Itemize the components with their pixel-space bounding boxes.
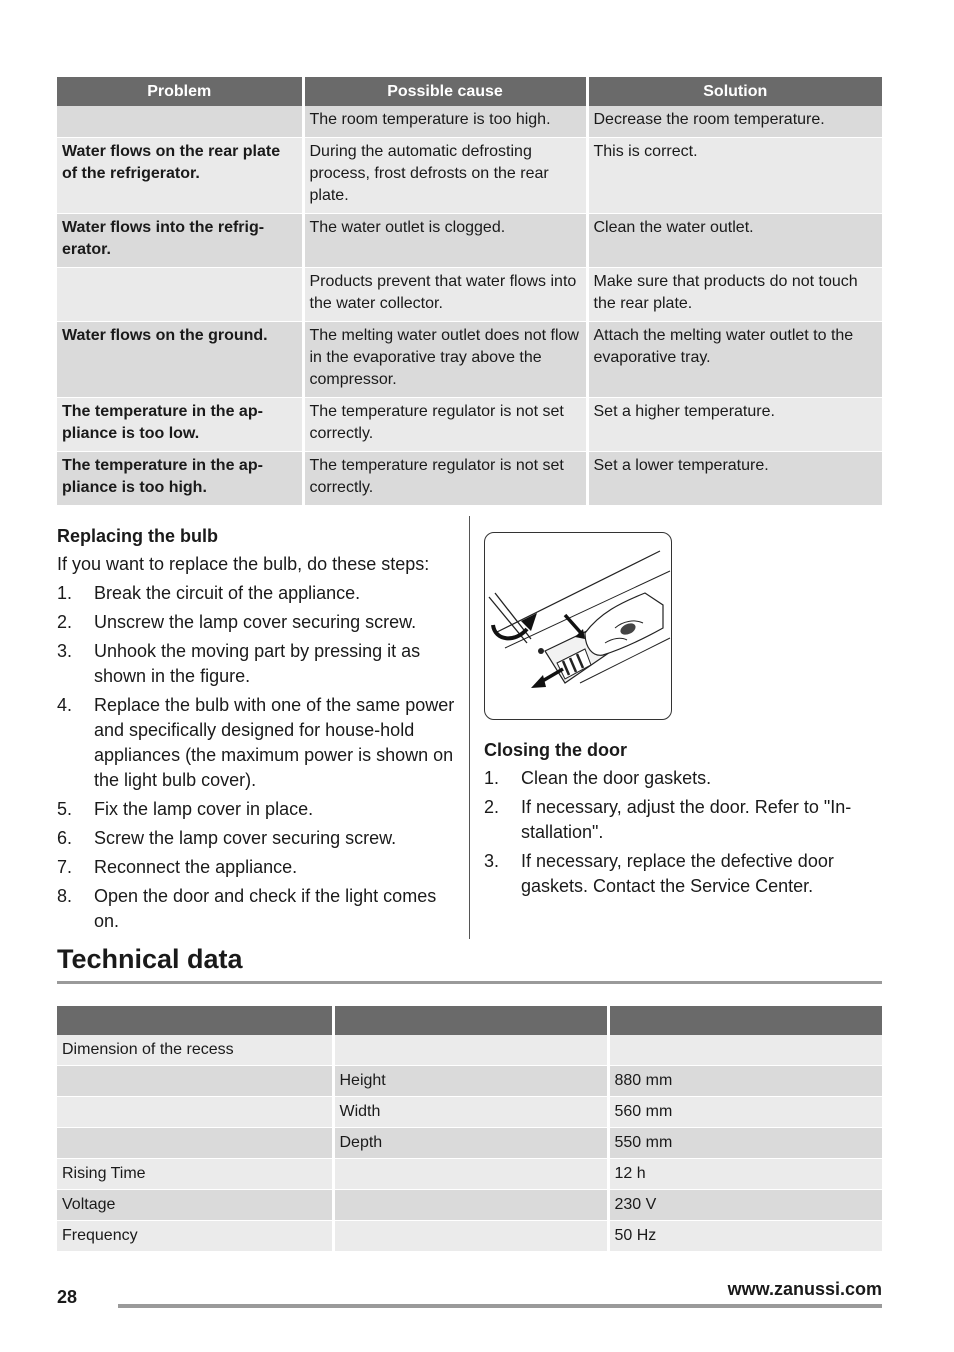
value-cell: 50 Hz [608, 1221, 882, 1252]
solution-cell: Decrease the room temperature. [587, 106, 882, 138]
section-title: Closing the door [484, 740, 627, 760]
table-row [57, 452, 882, 506]
list-item [484, 795, 882, 845]
cause-cell: The temperature regulator is not set correctly. [303, 398, 587, 452]
value-cell: 560 mm [608, 1097, 882, 1128]
cause-cell: During the automatic defrosting process, frost defrosts on the rear plate. [303, 138, 587, 214]
list-item [57, 855, 457, 880]
problem-cell [57, 268, 303, 322]
bulb-intro: If you want to replace the bulb, do these steps: [57, 554, 430, 574]
step-number: 1. [484, 768, 500, 788]
value-cell: 230 V [608, 1190, 882, 1221]
param-cell: Height [333, 1066, 608, 1097]
solution-cell: Attach the melting water outlet to the evaporative tray. [587, 322, 882, 398]
list-item [57, 797, 457, 822]
section-title: Replacing the bulb [57, 526, 219, 546]
label-cell: Dimension of the recess [57, 1035, 333, 1066]
list-item [484, 849, 882, 899]
step-number: 2. [484, 797, 500, 817]
problem-cell [57, 106, 303, 138]
value-cell [608, 1035, 882, 1066]
list-item [57, 639, 457, 689]
step-number: 7. [57, 857, 73, 877]
step-number: 3. [57, 641, 73, 661]
table-row [57, 1159, 882, 1190]
cause-cell: The temperature regulator is not set correctly. [303, 452, 587, 506]
table-row [57, 268, 882, 322]
table-row [57, 214, 882, 268]
label-cell [57, 1066, 333, 1097]
solution-cell: Make sure that products do not touch the rear plate. [587, 268, 882, 322]
closing-door-section [484, 740, 882, 903]
lamp-cover-drawing [485, 533, 671, 719]
replacing-bulb-section [57, 526, 457, 938]
table-row [57, 1190, 882, 1221]
cause-cell: The melting water outlet does not flow in the evaporative tray above the compressor. [303, 322, 587, 398]
header-cell [608, 1006, 882, 1035]
door-steps-list [484, 766, 882, 899]
label-cell: Voltage [57, 1190, 333, 1221]
cause-cell: The room temperature is too high. [303, 106, 587, 138]
table-row [57, 1128, 882, 1159]
table-row [57, 1097, 882, 1128]
table-row [57, 106, 882, 138]
page-title: Technical data [57, 944, 243, 974]
technical-data-table [57, 1006, 882, 1251]
footer-rule [118, 1304, 882, 1308]
title-underline [57, 981, 882, 984]
website-link[interactable]: www.zanussi.com [727, 1279, 882, 1299]
param-cell [333, 1159, 608, 1190]
header-problem: Problem [57, 77, 303, 106]
list-item [484, 766, 882, 791]
list-item [57, 581, 457, 606]
param-cell: Depth [333, 1128, 608, 1159]
page-number: 28 [57, 1287, 78, 1307]
step-text: Replace the bulb with one of the same power and specifically designed for house-hold appliances (the maximum power is shown on the light bulb cover). [94, 695, 455, 790]
bulb-steps-list [57, 581, 457, 934]
solution-cell: This is correct. [587, 138, 882, 214]
table-row [57, 1221, 882, 1252]
step-number: 5. [57, 799, 73, 819]
step-number: 1. [57, 583, 73, 603]
problem-cell: Water flows on the ground. [57, 322, 303, 398]
table-row [57, 1035, 882, 1066]
table-header-row [57, 77, 882, 106]
step-number: 8. [57, 886, 73, 906]
header-possible-cause: Possible cause [303, 77, 587, 106]
step-number: 3. [484, 851, 500, 871]
step-text: Fix the lamp cover in place. [94, 799, 314, 819]
step-number: 6. [57, 828, 73, 848]
param-cell: Width [333, 1097, 608, 1128]
column-divider [469, 516, 470, 939]
header-cell [333, 1006, 608, 1035]
label-cell: Frequency [57, 1221, 333, 1252]
param-cell [333, 1221, 608, 1252]
step-text: Screw the lamp cover securing screw. [94, 828, 397, 848]
problem-cell: The temperature in the ap-pliance is too high. [57, 452, 303, 506]
cause-cell: The water outlet is clogged. [303, 214, 587, 268]
list-item [57, 826, 457, 851]
problem-cell: The temperature in the ap-pliance is too low. [57, 398, 303, 452]
step-text: Clean the door gaskets. [521, 768, 712, 788]
problem-cell: Water flows on the rear plate of the refrigerator. [57, 138, 303, 214]
list-item [57, 884, 457, 934]
step-text: Break the circuit of the appliance. [94, 583, 361, 603]
solution-cell: Set a lower temperature. [587, 452, 882, 506]
step-text: Unhook the moving part by pressing it as shown in the figure. [94, 641, 421, 686]
solution-cell: Set a higher temperature. [587, 398, 882, 452]
solution-cell: Clean the water outlet. [587, 214, 882, 268]
header-cell [57, 1006, 333, 1035]
table-header-row [57, 1006, 882, 1035]
cause-cell: Products prevent that water flows into the water collector. [303, 268, 587, 322]
table-row [57, 398, 882, 452]
label-cell [57, 1128, 333, 1159]
param-cell [333, 1035, 608, 1066]
step-text: If necessary, replace the defective door gaskets. Contact the Service Center. [521, 851, 834, 896]
troubleshooting-table [57, 77, 882, 505]
param-cell [333, 1190, 608, 1221]
step-text: If necessary, adjust the door. Refer to "In-stallation". [521, 797, 852, 842]
label-cell: Rising Time [57, 1159, 333, 1190]
step-text: Reconnect the appliance. [94, 857, 298, 877]
table-row [57, 322, 882, 398]
table-row [57, 1066, 882, 1097]
table-row [57, 138, 882, 214]
value-cell: 550 mm [608, 1128, 882, 1159]
value-cell: 12 h [608, 1159, 882, 1190]
step-number: 2. [57, 612, 73, 632]
label-cell [57, 1097, 333, 1128]
value-cell: 880 mm [608, 1066, 882, 1097]
list-item [57, 693, 457, 793]
step-text: Open the door and check if the light comes on. [94, 886, 437, 931]
step-text: Unscrew the lamp cover securing screw. [94, 612, 417, 632]
list-item [57, 610, 457, 635]
lamp-cover-removal-illustration [484, 532, 672, 720]
step-number: 4. [57, 695, 73, 715]
problem-cell: Water flows into the refrig-erator. [57, 214, 303, 268]
header-solution: Solution [587, 77, 882, 106]
